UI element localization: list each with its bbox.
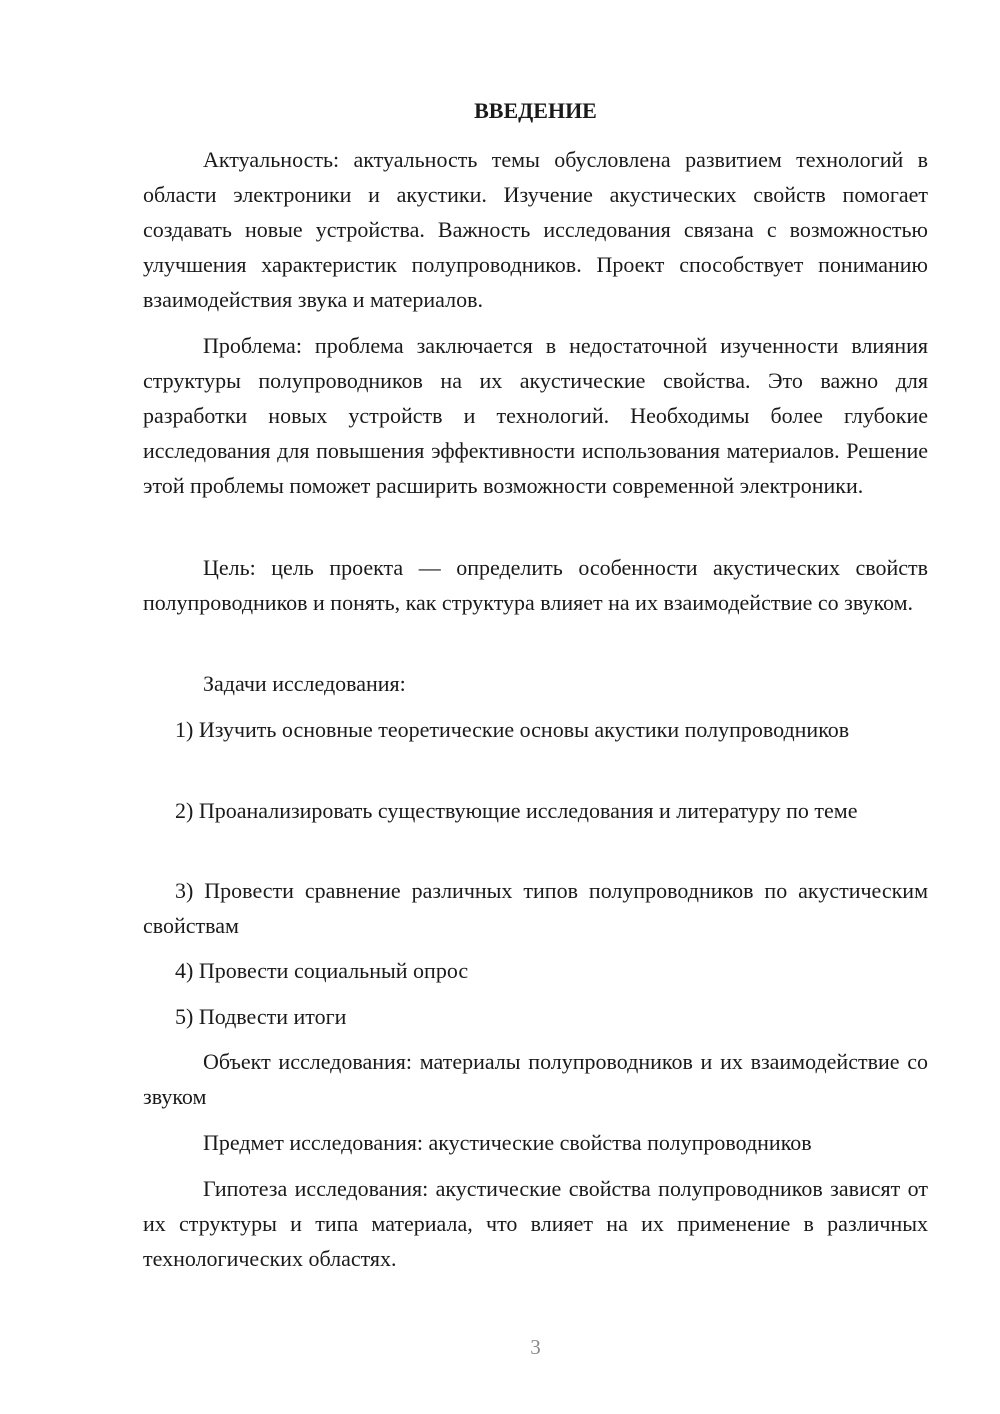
goal-paragraph: Цель: цель проекта — определить особенности акустических свойств полупроводников и понять, как структура влияет на их взаимодействие со звуком. (143, 555, 928, 615)
task-item-3: 3) Провести сравнение различных типов полупроводников по акустическим свойствам (143, 878, 928, 938)
task-item-4: 4) Провести социальный опрос (175, 958, 469, 983)
relevance-paragraph: Актуальность: актуальность темы обусловлена развитием технологий в области электроники и акустики. Изучение акустических свойств помогает создавать новые устройства. Важность исследования связана с возможностью улучшения характеристик полупроводников. Проект способствует пониманию взаимодействия звука и материалов. (143, 147, 928, 312)
hypothesis-paragraph: Гипотеза исследования: акустические свойства полупроводников зависят от их структуры и типа материала, что влияет на их применение в различных технологических областях. (143, 1176, 928, 1271)
section-title: ВВЕДЕНИЕ (474, 98, 597, 123)
page-number: 3 (530, 1335, 541, 1359)
tasks-heading: Задачи исследования: (203, 671, 406, 696)
problem-paragraph: Проблема: проблема заключается в недостаточной изученности влияния структуры полупроводников на их акустические свойства. Это важно для разработки новых устройств и технологий. Необходимы более глубокие исследования для повышения эффективности использования материалов. Решение этой проблемы поможет расширить возможности современной электроники. (143, 333, 928, 498)
task-item-1: 1) Изучить основные теоретические основы акустики полупроводников (175, 717, 850, 742)
subject-paragraph: Предмет исследования: акустические свойства полупроводников (203, 1130, 812, 1155)
task-item-5: 5) Подвести итоги (175, 1004, 347, 1029)
document-page (143, 0, 928, 1414)
object-paragraph: Объект исследования: материалы полупроводников и их взаимодействие со звуком (143, 1049, 928, 1109)
task-item-2: 2) Проанализировать существующие исследования и литературу по теме (175, 798, 858, 823)
